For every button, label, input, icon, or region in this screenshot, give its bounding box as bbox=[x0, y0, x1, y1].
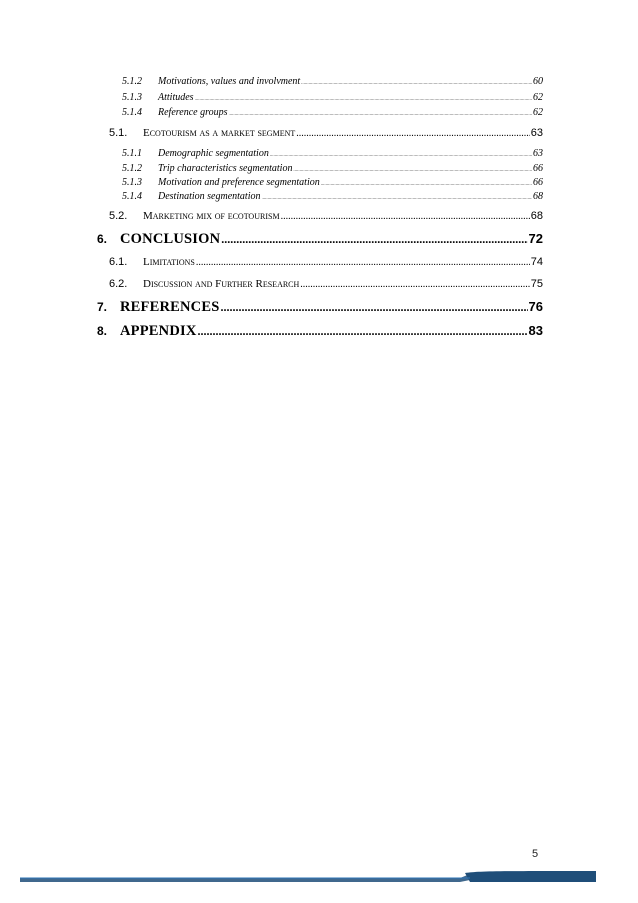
toc-entry-page: 76 bbox=[528, 299, 543, 314]
page-number: 5 bbox=[532, 848, 539, 860]
toc-entry-title: Motivation and preference segmentation bbox=[158, 177, 320, 188]
toc-entry-page: 72 bbox=[528, 231, 543, 246]
toc-entry[interactable] bbox=[109, 210, 543, 226]
toc-leader-dots bbox=[198, 324, 528, 339]
toc-leader-dots bbox=[281, 211, 530, 222]
toc-entry-number: 6. bbox=[97, 232, 108, 246]
toc-entry[interactable] bbox=[97, 323, 543, 343]
toc-entry[interactable] bbox=[97, 231, 543, 251]
toc-entry[interactable] bbox=[122, 177, 543, 191]
toc-entry-title: Attitudes bbox=[158, 92, 194, 103]
toc-leader-dots bbox=[270, 153, 532, 158]
toc-entry-page: 68 bbox=[530, 210, 543, 222]
toc-entry[interactable] bbox=[122, 92, 543, 106]
toc-entry-page: 60 bbox=[533, 76, 543, 87]
toc-leader-dots bbox=[300, 279, 529, 290]
toc-entry[interactable] bbox=[122, 163, 543, 177]
toc-entry-title: CONCLUSION bbox=[120, 231, 221, 247]
toc-entry[interactable] bbox=[109, 278, 543, 294]
toc-entry-title: Motivations, values and involvment bbox=[158, 76, 301, 87]
toc-leader-dots bbox=[221, 232, 527, 247]
toc-entry-number: 5.1. bbox=[109, 127, 128, 139]
toc-entry-number: 5.1.1 bbox=[122, 148, 142, 159]
toc-entry-number: 7. bbox=[97, 300, 108, 314]
toc-entry[interactable] bbox=[122, 76, 543, 90]
toc-entry[interactable] bbox=[109, 256, 543, 272]
toc-entry-title: Trip characteristics segmentation bbox=[158, 163, 293, 174]
toc-leader-dots bbox=[321, 182, 532, 187]
footer-decorative-bar bbox=[0, 860, 638, 890]
toc-entry-page: 62 bbox=[533, 92, 543, 103]
toc-entry-page: 66 bbox=[533, 163, 543, 174]
toc-leader-dots bbox=[221, 300, 528, 315]
toc-entry[interactable] bbox=[122, 148, 543, 162]
toc-entry-title: APPENDIX bbox=[120, 323, 197, 339]
toc-entry-number: 8. bbox=[97, 324, 108, 338]
toc-entry-page: 63 bbox=[533, 148, 543, 159]
toc-entry-number: 5.2. bbox=[109, 210, 128, 222]
toc-entry-title: Marketing mix of ecotourism bbox=[143, 210, 280, 222]
toc-entry[interactable] bbox=[122, 191, 543, 205]
footer-bar-accent bbox=[465, 871, 596, 882]
toc-entry-title: Discussion and Further Research bbox=[143, 278, 300, 290]
toc-entry-page: 66 bbox=[533, 177, 543, 188]
toc-leader-dots bbox=[196, 257, 530, 268]
toc-entry-title: Ecotourism as a market segment bbox=[143, 127, 296, 139]
toc-entry-page: 68 bbox=[533, 191, 543, 202]
toc-entry-page: 83 bbox=[528, 323, 543, 338]
toc-entry-number: 5.1.3 bbox=[122, 177, 142, 188]
toc-entry-title: Destination segmentation bbox=[158, 191, 261, 202]
toc-leader-dots bbox=[195, 97, 532, 102]
toc-entry-title: Limitations bbox=[143, 256, 195, 268]
toc-leader-dots bbox=[293, 168, 532, 173]
toc-entry-page: 62 bbox=[533, 107, 543, 118]
toc-entry-page: 63 bbox=[530, 127, 543, 139]
toc-entry-number: 5.1.4 bbox=[122, 191, 142, 202]
toc-leader-dots bbox=[262, 196, 533, 201]
toc-entry-page: 75 bbox=[530, 278, 543, 290]
toc-entry-number: 6.1. bbox=[109, 256, 128, 268]
toc-entry[interactable] bbox=[122, 107, 543, 121]
toc-entry-title: Demographic segmentation bbox=[158, 148, 269, 159]
toc-entry-number: 6.2. bbox=[109, 278, 128, 290]
toc-entry-title: Reference groups bbox=[158, 107, 228, 118]
toc-entry-number: 5.1.4 bbox=[122, 107, 142, 118]
toc-entry-number: 5.1.3 bbox=[122, 92, 142, 103]
toc-entry[interactable] bbox=[109, 127, 543, 143]
toc-entry-number: 5.1.2 bbox=[122, 76, 142, 87]
toc-entry-page: 74 bbox=[530, 256, 543, 268]
toc-entry-title: REFERENCES bbox=[120, 299, 220, 315]
toc-entry[interactable] bbox=[97, 299, 543, 319]
toc-leader-dots bbox=[296, 128, 529, 139]
toc-entry-number: 5.1.2 bbox=[122, 163, 142, 174]
toc-leader-dots bbox=[301, 81, 532, 86]
toc-leader-dots bbox=[229, 112, 532, 117]
